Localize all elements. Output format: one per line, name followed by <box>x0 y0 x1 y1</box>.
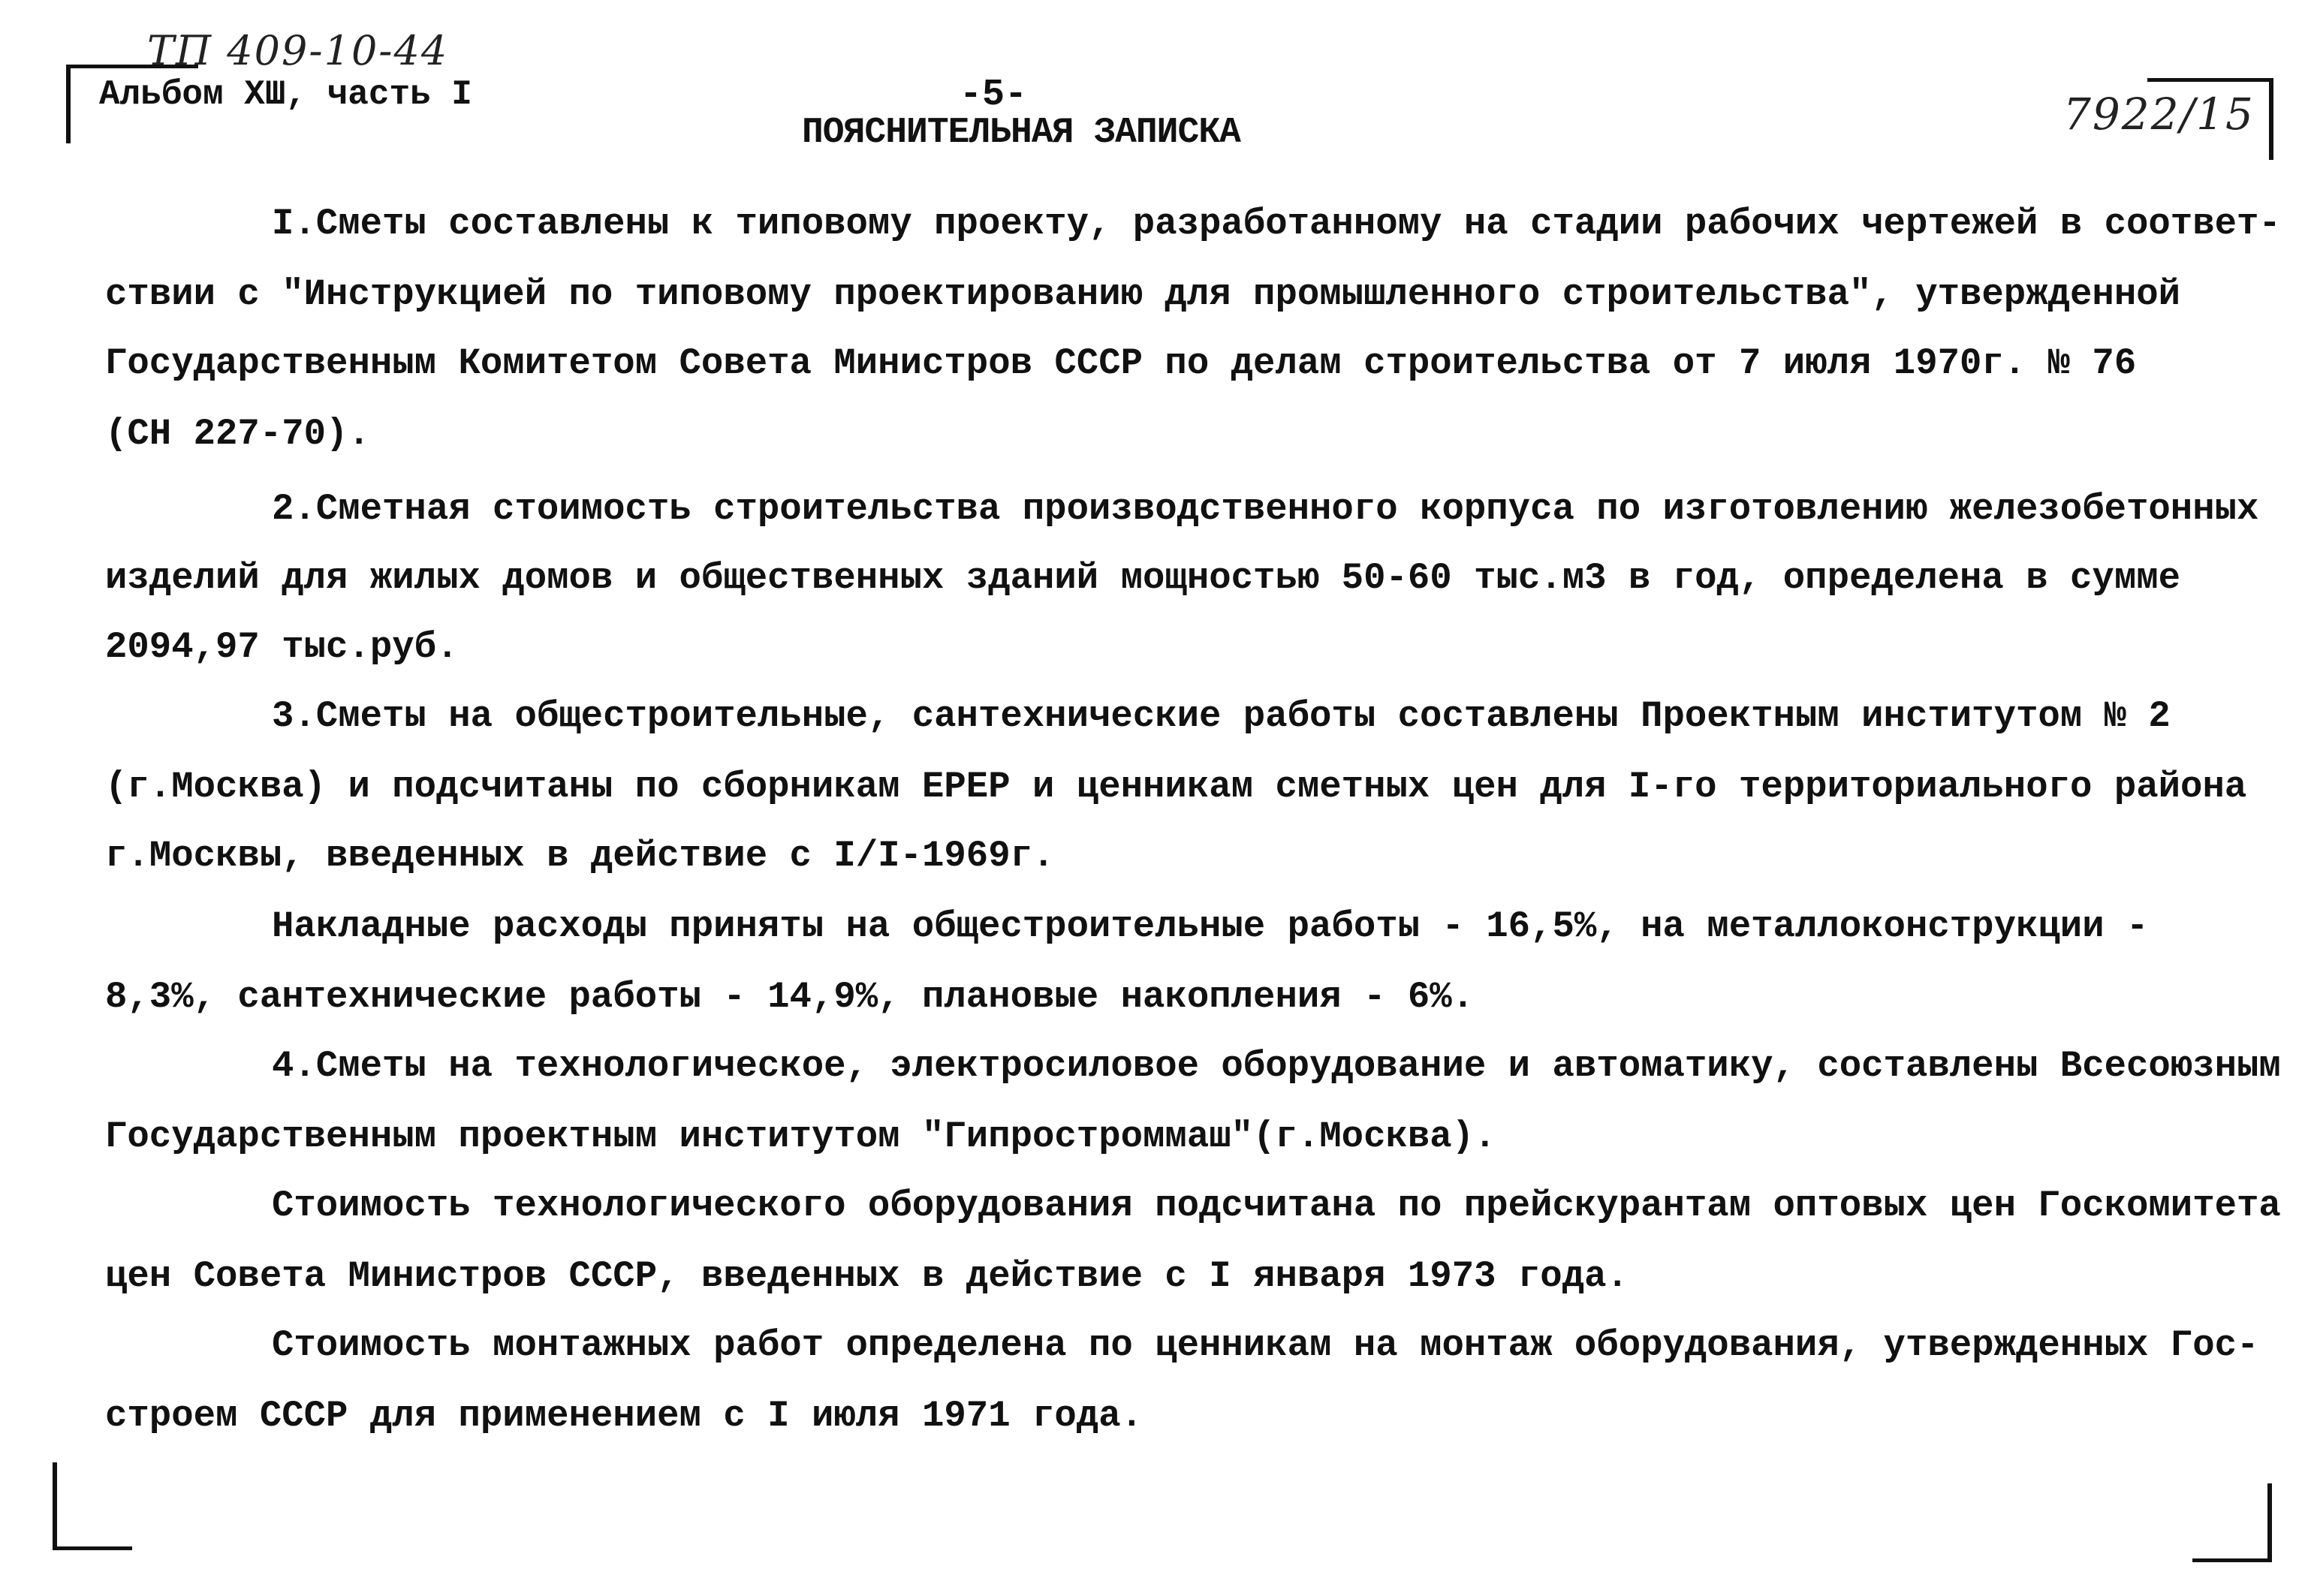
text-line: 2094,97 тыс.руб. <box>105 626 459 668</box>
text-line: Стоимость технологического оборудования подсчитана по прейскурантам оптовых цен Госкомитета <box>272 1185 2281 1227</box>
text-line: (СН 227-70). <box>105 413 370 455</box>
text-line: цен Совета Министров СССР, введенных в действие с I января 1973 года. <box>105 1255 1629 1297</box>
album-label: Альбом ХШ, часть I <box>99 75 472 114</box>
text-line: Стоимость монтажных работ определена по ценникам на монтаж оборудования, утвержденных Гос- <box>272 1324 2259 1366</box>
text-line: строем СССР для применением с I июля 1971 года. <box>105 1395 1143 1437</box>
text-line: I.Сметы составлены к типовому проекту, разработанному на стадии рабочих чертежей в соответ- <box>272 203 2281 245</box>
text-line: Государственным Комитетом Совета Министров СССР по делам строительства от 7 июля 1970г. № 76 <box>105 342 2137 384</box>
text-line: изделий для жилых домов и общественных зданий мощностью 50-60 тыс.м3 в год, определена в сумме <box>105 557 2181 599</box>
text-line: ствии с "Инструкцией по типовому проектированию для промышленного строительства", утвержденной <box>105 273 2181 315</box>
project-code: ТП 409-10-44 <box>147 27 449 74</box>
text-line: 4.Сметы на технологическое, электросиловое оборудование и автоматику, составлены Всесоюзным <box>272 1045 2281 1087</box>
document-title: ПОЯСНИТЕЛЬНАЯ ЗАПИСКА <box>802 113 1240 153</box>
page-number: -5- <box>960 74 1028 116</box>
text-line: 2.Сметная стоимость строительства производственного корпуса по изготовлению железобетонных <box>272 488 2259 530</box>
corner-mark-bottom-left <box>53 1462 132 1550</box>
text-line: Накладные расходы приняты на общестроительные работы - 16,5%, на металлоконструкции - <box>272 905 2149 947</box>
text-line: (г.Москва) и подсчитаны по сборникам ЕРЕР и ценникам сметных цен для I-го территориального района <box>105 766 2247 808</box>
corner-mark-bottom-right <box>2192 1483 2272 1562</box>
text-line: г.Москвы, введенных в действие с I/I-1969г. <box>105 835 1055 877</box>
text-line: Государственным проектным институтом "Гипростроммаш"(г.Москва). <box>105 1116 1496 1158</box>
text-line: 8,3%, сантехнические работы - 14,9%, плановые накопления - 6%. <box>105 976 1475 1018</box>
text-line: 3.Сметы на общестроительные, сантехнические работы составлены Проектным институтом № 2 <box>272 695 2171 737</box>
sheet-number: 7922/15 <box>2063 89 2255 140</box>
